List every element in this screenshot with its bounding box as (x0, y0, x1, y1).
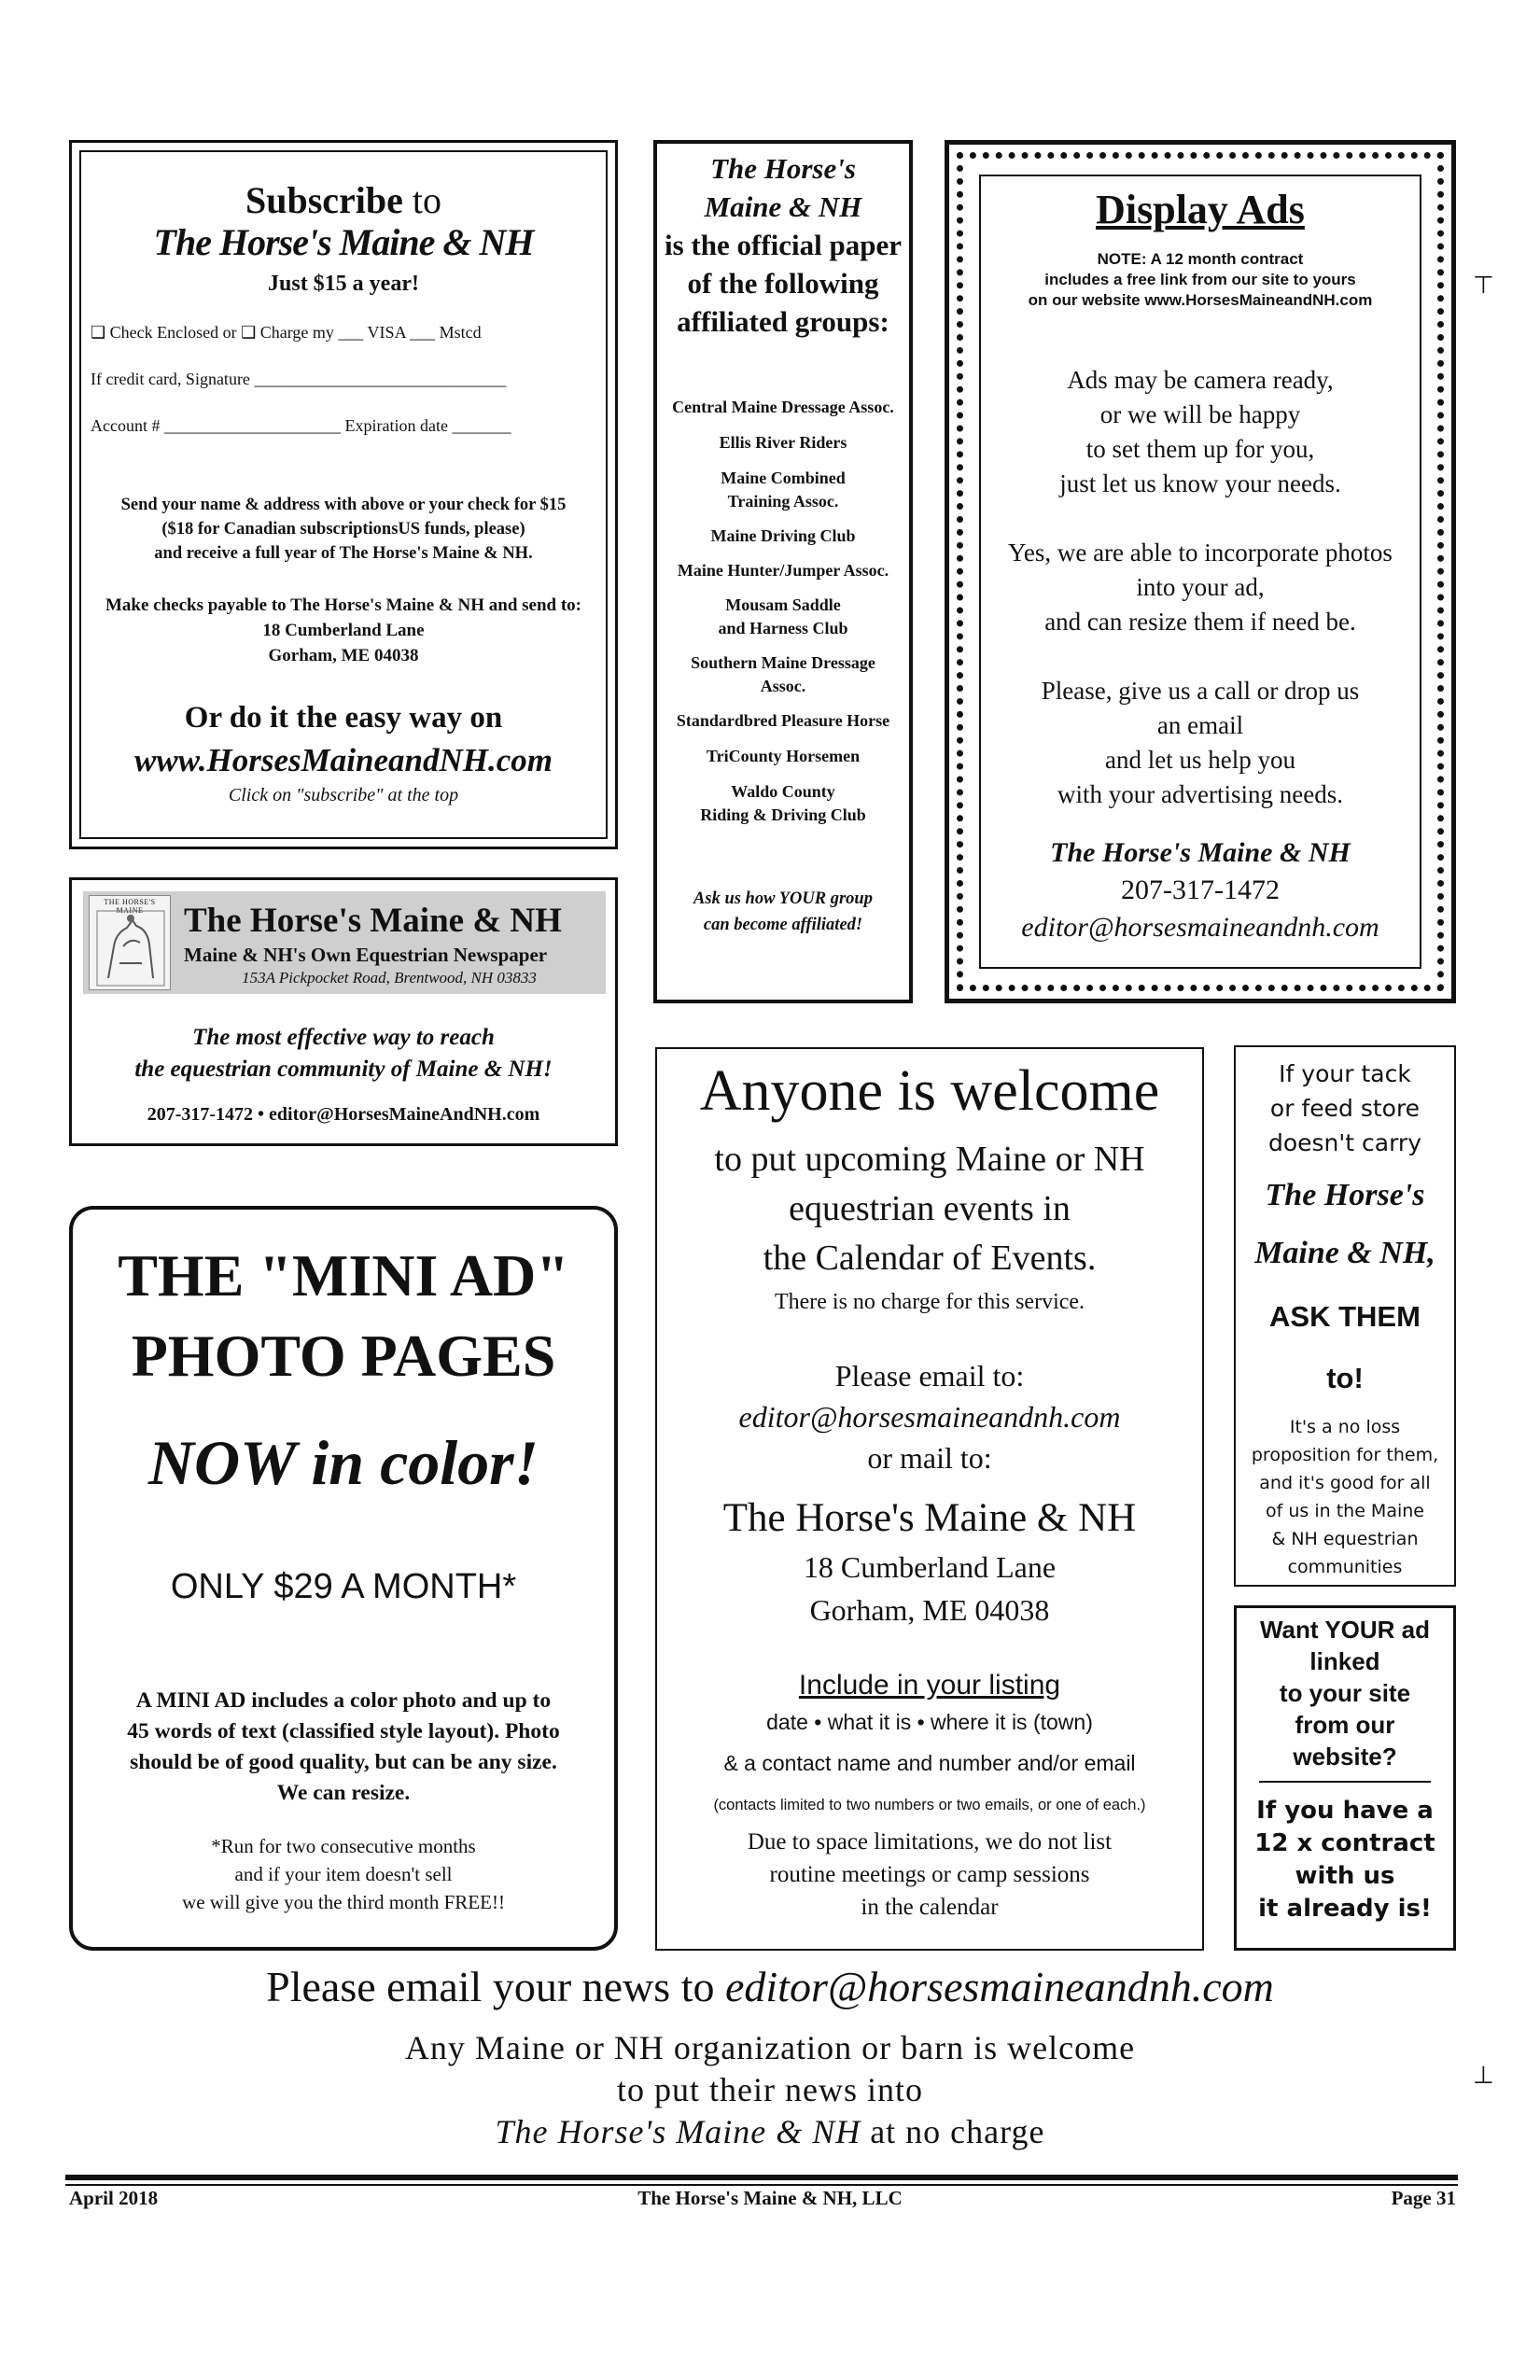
body-line: and can resize them if need be. (1044, 608, 1356, 636)
affiliated-group-list (653, 396, 913, 838)
send-line-2: ($18 for Canadian subscriptionsUS funds, please) (161, 520, 525, 539)
display-ads-note (981, 249, 1420, 311)
signature-line: If credit card, Signature ______________________________ (91, 370, 507, 388)
calendar-mail-name: The Horse's Maine & NH (722, 1496, 1137, 1540)
email-intro: Please email to: (834, 1359, 1025, 1393)
signature-name: The Horse's Maine & NH (1050, 837, 1351, 868)
subscribe-click-note: Click on "subscribe" at the top (228, 785, 459, 805)
mini-ad-title (63, 1236, 623, 1396)
calendar-no-charge: There is no charge for this service. (774, 1290, 1085, 1314)
mail-instructions (81, 593, 606, 668)
tack-line: If your tack (1279, 1060, 1411, 1087)
intro-line: the Calendar of Events. (763, 1239, 1097, 1278)
body-line: to set them up for you, (1085, 435, 1315, 463)
masthead-promo (72, 1022, 615, 1085)
affiliated-groups-box (653, 140, 913, 1003)
limits-line: Due to space limitations, we do not list (747, 1829, 1113, 1855)
tack-paper-name (1232, 1167, 1458, 1282)
body-line: Yes, we are able to incorporate photos (1008, 539, 1393, 567)
body-line: Please, give us a call or drop us (1041, 677, 1360, 705)
mini-ad-title-line-2: PHOTO PAGES (131, 1323, 556, 1389)
body-line: Ads may be camera ready, (1067, 366, 1334, 394)
easy-way-text: Or do it the easy way on (184, 701, 503, 735)
mini-ad-note (73, 1832, 614, 1916)
affiliated-header-line: is the official paper (665, 229, 902, 261)
affiliated-header-line: Maine & NH (704, 190, 862, 223)
list-item: Waldo County Riding & Driving Club (700, 782, 866, 824)
mail-address-line: 18 Cumberland Lane (803, 1550, 1057, 1584)
subscribe-paper-name: The Horse's Maine & NH (153, 221, 534, 263)
mail-address-2: Gorham, ME 04038 (268, 646, 419, 665)
linked-answer-line: If you have a (1256, 1797, 1434, 1825)
mail-address-1: 18 Cumberland Lane (262, 621, 425, 640)
body-line: an email (1156, 711, 1244, 739)
payment-line: ❑ Check Enclosed or ❑ Charge my ___ VISA ___ Mstcd (91, 323, 482, 342)
subscribe-title-word: Subscribe (245, 179, 403, 221)
affiliated-header (653, 149, 913, 341)
crop-mark-bottom: ⊥ (1473, 2061, 1494, 2089)
news-line-2: to put their news into (617, 2071, 923, 2108)
list-item: Standardbred Pleasure Horse (676, 711, 890, 730)
send-line-1: Send your name & address with above or your check for $15 (120, 496, 567, 514)
send-instructions (81, 493, 606, 566)
tack-note-line: communities (1287, 1557, 1403, 1577)
linked-answer-line: with us (1295, 1862, 1395, 1890)
tack-note-line: and it's good for all (1259, 1473, 1431, 1493)
desc-line: A MINI AD includes a color photo and up to (135, 1688, 552, 1713)
note-line: *Run for two consecutive months (211, 1835, 476, 1857)
subscribe-title (81, 180, 606, 221)
include-line-1: date • what it is • where it is (town) (766, 1710, 1093, 1734)
linked-line: website? (1293, 1743, 1397, 1771)
news-paper-name: The Horse's Maine & NH (495, 2113, 861, 2150)
subscribe-price: Just $15 a year! (268, 272, 419, 296)
note-line-3: on our website www.HorsesMaineandNH.com (1028, 291, 1373, 309)
display-ads-signature (981, 834, 1420, 946)
subscribe-inner-frame (79, 150, 608, 839)
linked-question (1231, 1614, 1459, 1772)
list-item: Mousam Saddle and Harness Club (718, 595, 848, 637)
linked-line: to your site (1279, 1679, 1411, 1707)
calendar-intro (657, 1135, 1202, 1283)
linked-line: Want YOUR ad (1259, 1616, 1430, 1644)
note-line-1: NOTE: A 12 month contract (1097, 250, 1304, 268)
include-line-2: & a contact name and number and/or email (723, 1751, 1136, 1775)
news-line-1: Any Maine or NH organization or barn is welcome (404, 2029, 1136, 2066)
mini-ad-box (69, 1206, 618, 1951)
ask-line: to! (1326, 1362, 1364, 1394)
masthead-banner (83, 891, 606, 994)
mini-ad-title-line-1: THE "MINI AD" (118, 1242, 569, 1309)
display-ads-body (981, 363, 1420, 812)
subscribe-website-link[interactable]: www.HorsesMaineandNH.com (134, 742, 553, 778)
affiliated-header-line: affiliated groups: (677, 305, 889, 338)
news-headline (0, 1962, 1540, 2011)
masthead-name: The Horse's Maine & NH (184, 902, 562, 940)
linked-divider (1259, 1781, 1431, 1783)
body-spacer (981, 639, 1420, 674)
note-line: and if your item doesn't sell (234, 1863, 453, 1885)
masthead-logo (89, 895, 171, 990)
body-line: and let us help you (1105, 746, 1295, 774)
body-spacer (981, 501, 1420, 536)
news-body (0, 2027, 1540, 2153)
display-ads-inner-frame (979, 175, 1421, 969)
promo-line-2: the equestrian community of Maine & NH! (134, 1057, 553, 1082)
tack-note-line: It's a no loss (1289, 1417, 1401, 1437)
news-email-link[interactable]: editor@horsesmaineandnh.com (724, 1963, 1274, 2010)
footer-rule-thin (65, 2184, 1458, 2186)
tack-ask (1232, 1286, 1458, 1409)
include-line-3: (contacts limited to two numbers or two emails, or one of each.) (713, 1797, 1146, 1813)
linked-answer-line: 12 x contract (1254, 1829, 1435, 1857)
list-item: Southern Maine Dressage Assoc. (691, 653, 875, 695)
subscribe-title-rest: to (402, 179, 442, 221)
tack-name-line: Maine & NH, (1254, 1236, 1435, 1270)
tack-intro (1232, 1057, 1458, 1160)
list-item: Maine Combined Training Assoc. (721, 469, 846, 511)
tack-note-line: of us in the Maine (1266, 1501, 1424, 1521)
list-item: Central Maine Dressage Assoc. (672, 398, 894, 416)
subscribe-box (69, 140, 618, 849)
news-line-3-rest: at no charge (861, 2113, 1045, 2150)
note-line: we will give you the third month FREE!! (182, 1891, 505, 1913)
desc-line: should be of good quality, but can be any size. (130, 1750, 557, 1774)
crop-mark-top: ⊤ (1473, 271, 1494, 299)
linked-line: from our (1295, 1711, 1395, 1739)
promo-line-1: The most effective way to reach (192, 1025, 495, 1050)
tack-line: doesn't carry (1267, 1129, 1421, 1156)
logo-text: THE HORSE'S MAINE (104, 898, 156, 915)
tack-note (1232, 1413, 1458, 1581)
calendar-events-box (655, 1047, 1204, 1951)
list-item: TriCounty Horsemen (706, 747, 861, 765)
limits-line: routine meetings or camp sessions (769, 1862, 1090, 1887)
mini-ad-price: ONLY $29 A MONTH* (170, 1567, 517, 1606)
footer-publisher: The Horse's Maine & NH, LLC (637, 2187, 903, 2209)
body-line: just let us know your needs. (1059, 469, 1341, 497)
calendar-limits (657, 1826, 1202, 1924)
news-headline-prefix: Please email your news to (266, 1963, 725, 2010)
desc-line: 45 words of text (classified style layout). Photo (127, 1719, 560, 1743)
limits-line: in the calendar (861, 1895, 999, 1920)
checks-line: Make checks payable to The Horse's Maine & NH and send to: (105, 595, 581, 615)
affiliated-footer-line-2: can become affiliated! (703, 916, 863, 934)
body-line: into your ad, (1136, 573, 1265, 601)
masthead-contact: 207-317-1472 • editor@HorsesMaineAndNH.com (147, 1104, 540, 1125)
desc-line: We can resize. (276, 1781, 411, 1805)
linked-answer (1231, 1795, 1459, 1925)
or-mail: or mail to: (867, 1441, 992, 1475)
intro-line: to put upcoming Maine or NH (714, 1140, 1145, 1179)
display-ads-title: Display Ads (1096, 187, 1305, 232)
calendar-email-link[interactable]: editor@horsesmaineandnh.com (738, 1400, 1121, 1434)
footer-date: April 2018 (69, 2187, 159, 2209)
mail-address-line: Gorham, ME 04038 (809, 1593, 1050, 1627)
tack-note-line: proposition for them, (1251, 1445, 1439, 1465)
affiliated-footer-line-1: Ask us how YOUR group (693, 889, 873, 908)
signature-email-link[interactable]: editor@horsesmaineandnh.com (1021, 912, 1379, 943)
tack-name-line: The Horse's (1265, 1178, 1425, 1212)
account-line: Account # _____________________ Expiration date _______ (91, 416, 511, 435)
tack-store-box (1234, 1045, 1456, 1587)
list-item: Maine Driving Club (710, 526, 856, 545)
footer-rule-thick (65, 2175, 1458, 2180)
display-ads-box (945, 140, 1456, 1003)
calendar-email-block (657, 1355, 1202, 1478)
tack-line: or feed store (1269, 1095, 1421, 1122)
ask-line: ASK THEM (1269, 1300, 1421, 1333)
affiliated-footer (657, 886, 909, 938)
signature-phone: 207-317-1472 (1121, 875, 1280, 905)
send-line-3: and receive a full year of The Horse's Maine & NH. (154, 544, 533, 563)
body-line: or we will be happy (1099, 400, 1301, 428)
list-item: Ellis River Riders (719, 433, 847, 452)
affiliated-header-line: of the following (687, 267, 879, 300)
mini-ad-color-text: NOW in color! (147, 1427, 539, 1498)
horse-and-rider-icon (95, 909, 166, 987)
masthead-box (69, 877, 618, 1146)
body-line: with your advertising needs. (1057, 780, 1343, 808)
list-item: Maine Hunter/Jumper Assoc. (677, 561, 889, 580)
linked-line: linked (1309, 1647, 1380, 1675)
ad-link-box (1234, 1605, 1456, 1951)
tack-note-line: & NH equestrian (1271, 1529, 1419, 1549)
calendar-headline: Anyone is welcome (699, 1059, 1160, 1123)
masthead-address: 153A Pickpocket Road, Brentwood, NH 03833 (242, 969, 537, 987)
footer-page-number: Page 31 (1391, 2187, 1456, 2209)
linked-answer-line: it already is! (1258, 1895, 1432, 1923)
mini-ad-description (69, 1686, 618, 1809)
masthead-tagline: Maine & NH's Own Equestrian Newspaper (184, 944, 548, 966)
note-line-2: includes a free link from our site to yours (1044, 271, 1356, 288)
intro-line: equestrian events in (789, 1189, 1071, 1228)
calendar-mail-address (657, 1546, 1202, 1631)
affiliated-header-line: The Horse's (710, 152, 856, 185)
include-title: Include in your listing (798, 1670, 1061, 1701)
